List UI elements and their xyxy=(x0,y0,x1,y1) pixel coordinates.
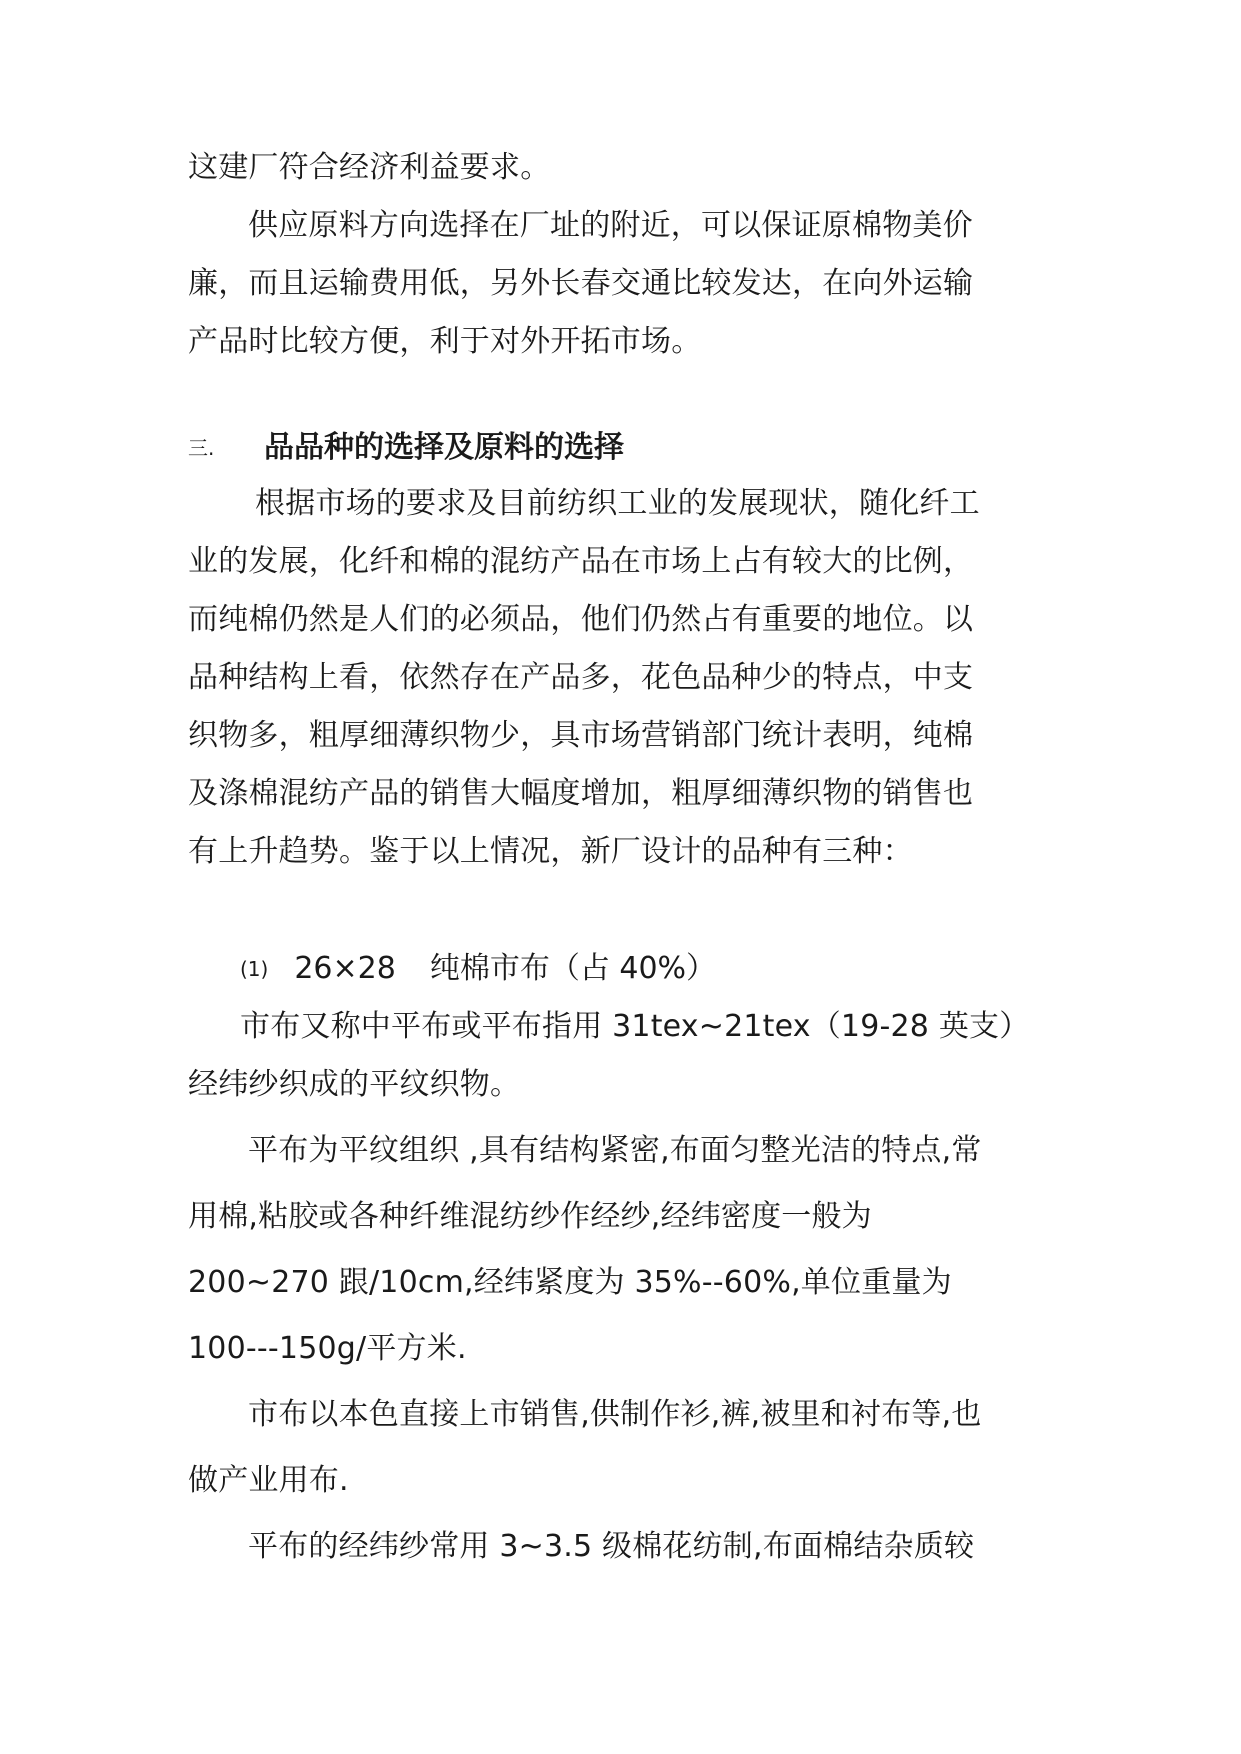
text-line: 品种结构上看，依然存在产品多，花色品种少的特点，中支 xyxy=(188,660,974,695)
text-line: 用棉,粘胶或各种纤维混纺纱作经纱,经纬密度一般为 xyxy=(188,1199,872,1234)
text-line: 廉，而且运输费用低，另外长春交通比较发达，在向外运输 xyxy=(188,266,974,301)
text-line: 市布以本色直接上市销售,供制作衫,裤,被里和衬布等,也 xyxy=(248,1397,982,1432)
text-line: 及涤棉混纺产品的销售大幅度增加，粗厚细薄织物的销售也 xyxy=(188,776,974,811)
text-line: 根据市场的要求及目前纺织工业的发展现状，随化纤工 xyxy=(255,486,980,521)
item-title: 纯棉市布（占 40%） xyxy=(429,951,717,986)
text-line: 有上升趋势。鉴于以上情况，新厂设计的品种有三种： xyxy=(188,834,913,869)
section-number: 三. xyxy=(188,436,215,460)
text-line: 平布为平纹组织 ,具有结构紧密,布面匀整光洁的特点,常 xyxy=(248,1133,982,1168)
text-line: 平布的经纬纱常用 3~3.5 级棉花纺制,布面棉结杂质较 xyxy=(248,1529,975,1564)
text-line: 业的发展，化纤和棉的混纺产品在市场上占有较大的比例， xyxy=(188,544,974,579)
text-line: 经纬纱织成的平纹织物。 xyxy=(188,1067,521,1102)
list-item xyxy=(240,949,716,989)
text-line: 而纯棉仍然是人们的必须品，他们仍然占有重要的地位。以 xyxy=(188,602,974,637)
section-heading xyxy=(188,428,624,468)
text-line: 产品时比较方便，利于对外开拓市场。 xyxy=(188,324,702,359)
item-number: (1) xyxy=(240,957,269,981)
text-line: 100---150g/平方米. xyxy=(188,1331,467,1366)
text-line: 做产业用布. xyxy=(188,1463,349,1498)
section-title: 品品种的选择及原料的选择 xyxy=(264,430,624,465)
text-line: 这建厂符合经济利益要求。 xyxy=(188,150,551,185)
text-line: 200~270 跟/10cm,经纬紧度为 35%--60%,单位重量为 xyxy=(188,1265,952,1300)
text-line: 市布又称中平布或平布指用 31tex~21tex（19-28 英支） xyxy=(240,1009,1030,1044)
item-spec: 26×28 xyxy=(294,951,396,986)
text-line: 供应原料方向选择在厂址的附近，可以保证原棉物美价 xyxy=(248,208,973,243)
text-line: 织物多，粗厚细薄织物少，具市场营销部门统计表明，纯棉 xyxy=(188,718,974,753)
